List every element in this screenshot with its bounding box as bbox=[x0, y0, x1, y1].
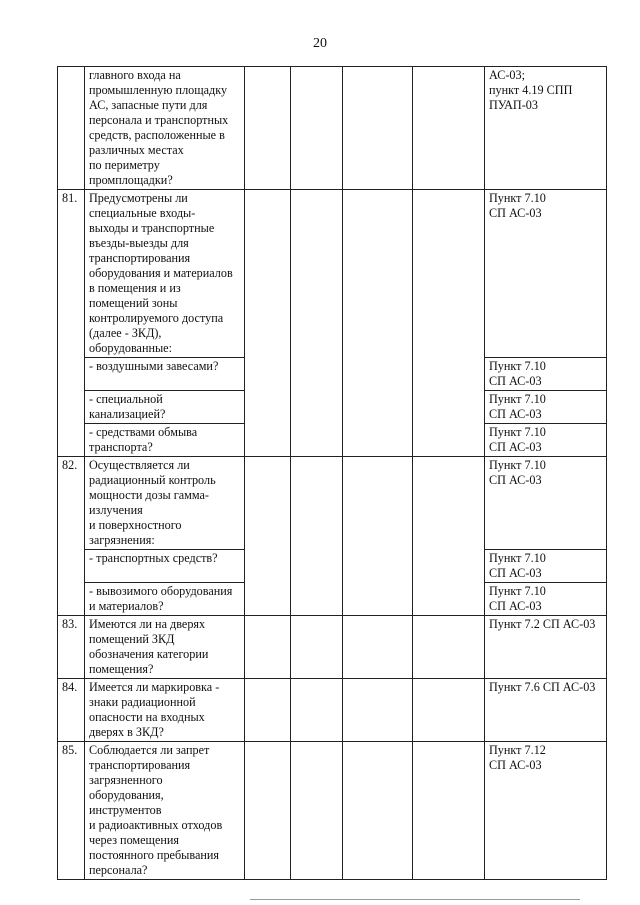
not-applicable-cell bbox=[343, 616, 413, 679]
item-number: 85. bbox=[58, 742, 85, 880]
table-row bbox=[58, 67, 607, 190]
answer-no-cell bbox=[291, 67, 343, 190]
regulation-reference: АС-03; пункт 4.19 СПП ПУАП-03 bbox=[485, 67, 607, 190]
item-number bbox=[58, 67, 85, 190]
question-text: главного входа на промышленную площадку АС, запасные пути для персонала и транспортных средств, расположенные в различных местах по периметру промплощадки? bbox=[85, 67, 245, 190]
regulation-reference: Пункт 7.6 СП АС-03 bbox=[485, 679, 607, 742]
sub-question-text: - вывозимого оборудования и материалов? bbox=[85, 583, 245, 616]
table-row bbox=[58, 190, 607, 358]
item-number: 82. bbox=[58, 457, 85, 616]
not-applicable-cell bbox=[343, 679, 413, 742]
page-edge-line bbox=[250, 899, 580, 900]
not-applicable-cell bbox=[343, 67, 413, 190]
item-number: 81. bbox=[58, 190, 85, 457]
answer-yes-cell bbox=[245, 190, 291, 457]
item-number: 84. bbox=[58, 679, 85, 742]
question-text: Имеются ли на дверях помещений ЗКД обозначения категории помещения? bbox=[85, 616, 245, 679]
answer-yes-cell bbox=[245, 67, 291, 190]
question-text: Соблюдается ли запрет транспортирования загрязненного оборудования, инструментов и радиоактивных отходов через помещения постоянного пребывания персонала? bbox=[85, 742, 245, 880]
table-row bbox=[58, 742, 607, 880]
answer-no-cell bbox=[291, 190, 343, 457]
page-number: 20 bbox=[313, 36, 327, 51]
regulation-reference: Пункт 7.10 СП АС-03 bbox=[485, 190, 607, 358]
answer-no-cell bbox=[291, 742, 343, 880]
table-row bbox=[58, 457, 607, 550]
table-row bbox=[58, 616, 607, 679]
table-row bbox=[58, 679, 607, 742]
answer-yes-cell bbox=[245, 742, 291, 880]
regulation-reference: Пункт 7.10 СП АС-03 bbox=[485, 358, 607, 391]
answer-yes-cell bbox=[245, 616, 291, 679]
checklist-body bbox=[58, 67, 607, 880]
regulation-reference: Пункт 7.10 СП АС-03 bbox=[485, 424, 607, 457]
comment-cell bbox=[413, 67, 485, 190]
sub-question-text: - специальной канализацией? bbox=[85, 391, 245, 424]
question-text: Предусмотрены ли специальные входы- выходы и транспортные въезды-выезды для транспортирования оборудования и материалов в помещения и из помещений зоны контролируемого доступа (далее - ЗКД), оборудованные: bbox=[85, 190, 245, 358]
answer-yes-cell bbox=[245, 457, 291, 616]
sub-question-text: - средствами обмыва транспорта? bbox=[85, 424, 245, 457]
regulation-reference: Пункт 7.10 СП АС-03 bbox=[485, 583, 607, 616]
comment-cell bbox=[413, 457, 485, 616]
answer-no-cell bbox=[291, 679, 343, 742]
regulation-reference: Пункт 7.10 СП АС-03 bbox=[485, 550, 607, 583]
question-text: Имеется ли маркировка - знаки радиационной опасности на входных дверях в ЗКД? bbox=[85, 679, 245, 742]
item-number: 83. bbox=[58, 616, 85, 679]
regulation-reference: Пункт 7.12 СП АС-03 bbox=[485, 742, 607, 880]
answer-no-cell bbox=[291, 457, 343, 616]
regulation-reference: Пункт 7.10 СП АС-03 bbox=[485, 391, 607, 424]
answer-no-cell bbox=[291, 616, 343, 679]
sub-question-text: - воздушными завесами? bbox=[85, 358, 245, 391]
question-text: Осуществляется ли радиационный контроль мощности дозы гамма- излучения и поверхностного загрязнения: bbox=[85, 457, 245, 550]
regulation-reference: Пункт 7.10 СП АС-03 bbox=[485, 457, 607, 550]
comment-cell bbox=[413, 742, 485, 880]
sub-question-text: - транспортных средств? bbox=[85, 550, 245, 583]
checklist-table bbox=[57, 66, 607, 880]
not-applicable-cell bbox=[343, 742, 413, 880]
comment-cell bbox=[413, 190, 485, 457]
not-applicable-cell bbox=[343, 457, 413, 616]
comment-cell bbox=[413, 616, 485, 679]
comment-cell bbox=[413, 679, 485, 742]
answer-yes-cell bbox=[245, 679, 291, 742]
regulation-reference: Пункт 7.2 СП АС-03 bbox=[485, 616, 607, 679]
not-applicable-cell bbox=[343, 190, 413, 457]
